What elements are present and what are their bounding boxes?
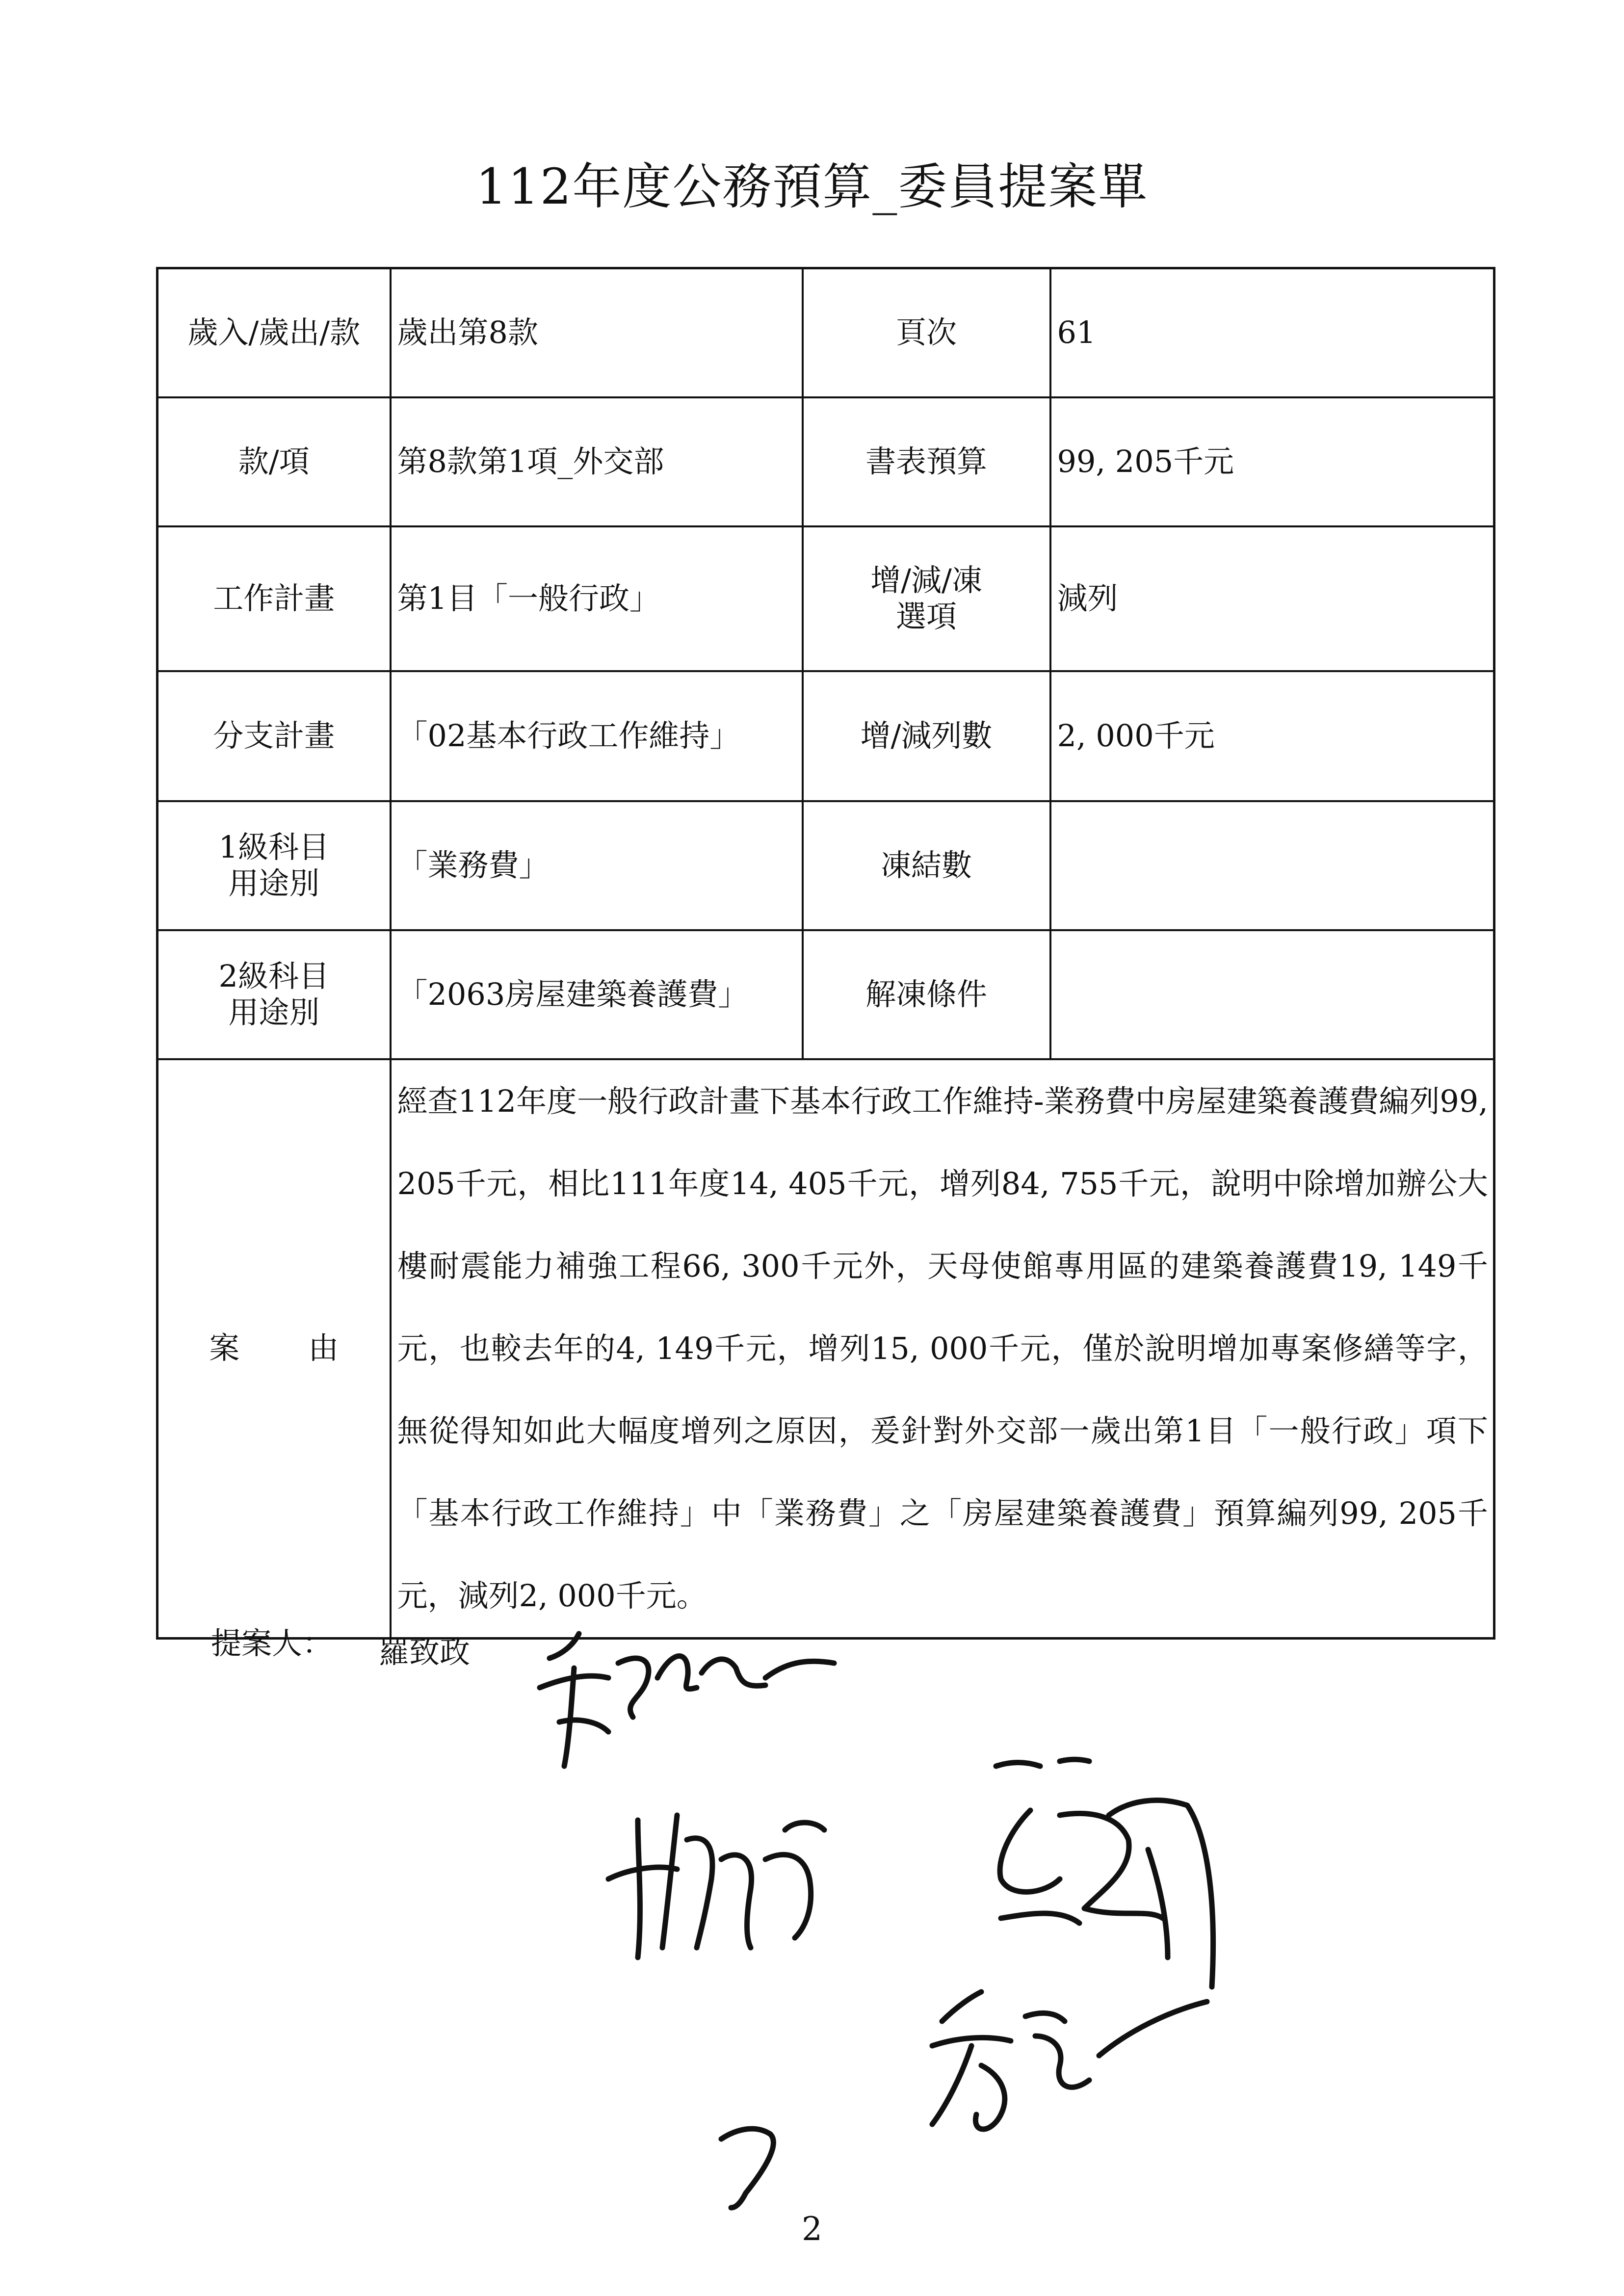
label-reason-char1: 案: [209, 1330, 240, 1366]
signature-stroke: [996, 1759, 1213, 1987]
label-adjust-option: [803, 526, 1050, 671]
label-adjust-option-line2: 選項: [895, 599, 957, 634]
label-budget-category: 歲入/歲出/款: [157, 268, 391, 397]
value-level2-subject: 「2063房屋建築養護費」: [391, 930, 803, 1059]
value-level1-subject: 「業務費」: [391, 801, 803, 930]
value-work-plan: 第1目「一般行政」: [391, 526, 803, 671]
page-title: 112年度公務預算_委員提案單: [475, 158, 1149, 215]
proposer-label: 提案人：: [211, 1625, 333, 1661]
table-row: [157, 397, 1494, 526]
value-frozen-amount: [1050, 801, 1494, 930]
label-reason: [157, 1059, 391, 1639]
signature-stroke: [608, 1815, 824, 1957]
table-row: [157, 526, 1494, 671]
label-unfreeze-condition: 解凍條件: [803, 930, 1050, 1059]
proposer-name: 羅致政: [379, 1634, 471, 1670]
signature-stroke: [721, 2129, 773, 2208]
label-branch-plan: 分支計畫: [157, 671, 391, 801]
label-page: 頁次: [803, 268, 1050, 397]
label-level1-subject: [157, 801, 391, 930]
label-reason-char2: 由: [308, 1330, 339, 1366]
value-budget-category: 歲出第8款: [391, 268, 803, 397]
reason-text: 經查112年度一般行政計畫下基本行政工作維持-業務費中房屋建築養護費編列99, 205千元，相比111年度14, 405千元，增列84, 755千元，說明中除增加辦公大樓耐震能力補強工程66, 300千元外，天母使館專用區的建築養護費19, 149千元，也較去年的4, 149千元，增列15, 000千元，僅於說明增加專案修繕等字，無從得知如此大幅度增列之原因，爰針對外交部一歲出第1目「一般行政」項下「基本行政工作維持」中「業務費」之「房屋建築養護費」預算編列99, 205千元，減列2, 000千元。: [391, 1059, 1494, 1639]
signature-stroke: [540, 1634, 834, 1766]
proposal-form-table: [156, 267, 1495, 1640]
label-adjust-amount: 增/減列數: [803, 671, 1050, 801]
label-adjust-option-line1: 增/減/凍: [870, 562, 982, 598]
value-unfreeze-condition: [1050, 930, 1494, 1059]
table-row: [157, 930, 1494, 1059]
value-section-item: 第8款第1項_外交部: [391, 397, 803, 526]
label-level2-subject: [157, 930, 391, 1059]
label-level2-subject-line1: 2級科目: [218, 958, 329, 994]
label-book-budget: 書表預算: [803, 397, 1050, 526]
table-row: [157, 268, 1494, 397]
value-adjust-amount: 2, 000千元: [1050, 671, 1494, 801]
page-number: 2: [802, 2210, 822, 2248]
label-level2-subject-line2: 用途別: [228, 994, 320, 1030]
table-row: [157, 671, 1494, 801]
handwritten-signatures: [491, 1604, 1325, 2218]
label-frozen-amount: 凍結數: [803, 801, 1050, 930]
signature-stroke: [932, 1992, 1207, 2129]
value-book-budget: 99, 205千元: [1050, 397, 1494, 526]
value-branch-plan: 「02基本行政工作維持」: [391, 671, 803, 801]
value-adjust-option: 減列: [1050, 526, 1494, 671]
value-page: 61: [1050, 268, 1494, 397]
label-work-plan: 工作計畫: [157, 526, 391, 671]
label-level1-subject-line2: 用途別: [228, 865, 320, 901]
table-row: [157, 801, 1494, 930]
label-level1-subject-line1: 1級科目: [218, 829, 329, 865]
reason-row: [157, 1059, 1494, 1639]
label-section-item: 款/項: [157, 397, 391, 526]
